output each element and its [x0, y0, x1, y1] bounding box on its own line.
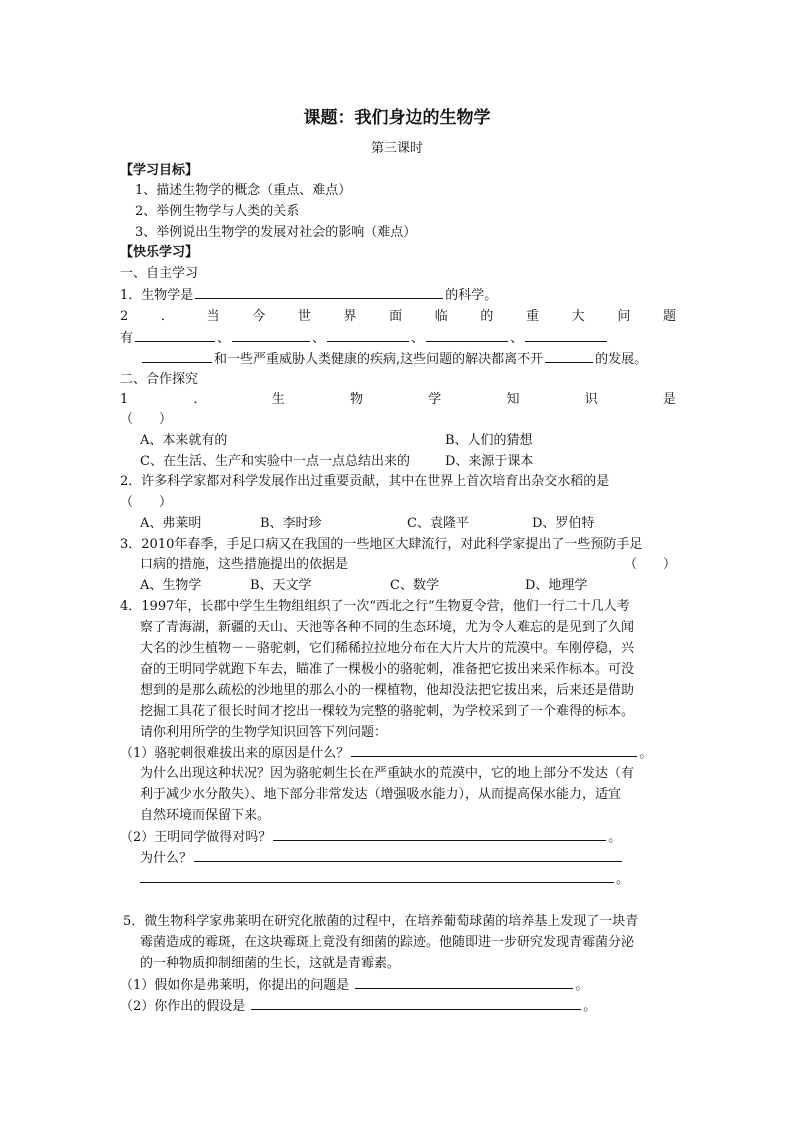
- question-text: 。: [639, 746, 653, 761]
- question-text: 的发展。: [595, 352, 648, 367]
- part1-heading: 一、自主学习: [120, 266, 199, 281]
- option-c[interactable]: C、袁隆平: [407, 516, 469, 531]
- option-a[interactable]: A、本来就有的: [140, 433, 228, 448]
- part2-q4-sub1-answer-line: 利于减少水分散失）、地下部分非常发达（增强吸水能力），从而提高保水能力，适宜: [140, 787, 622, 802]
- question-char: 当: [206, 309, 220, 324]
- question-char: ．: [160, 309, 174, 324]
- question-text: 。: [608, 830, 622, 845]
- option-a[interactable]: A、生物学: [140, 578, 202, 593]
- answer-blank[interactable]: [142, 348, 212, 363]
- option-d[interactable]: D、地理学: [525, 578, 588, 593]
- part2-heading: 二、合作探究: [120, 372, 199, 387]
- question-char: 的: [480, 309, 494, 324]
- part2-question-4-line: 奋的王明同学就跑下车去，瞄准了一棵极小的骆驼刺，准备把它拔出来采作标本。可没: [140, 662, 635, 677]
- question-text: 的科学。: [445, 288, 498, 303]
- question-text: （1）骆驼刺很难拔出来的原因是什么？: [120, 746, 350, 761]
- options-row: [140, 513, 676, 534]
- part1-question-1: [120, 284, 676, 306]
- option-c[interactable]: C、数学: [390, 578, 439, 593]
- part2-question-5-line: 5．微生物科学家弗莱明在研究化脓菌的过程中，在培养葡萄球菌的培养基上发现了一块青: [123, 914, 639, 929]
- answer-blank[interactable]: [545, 348, 593, 363]
- question-char: 1: [120, 392, 129, 407]
- answer-blank[interactable]: [327, 327, 409, 342]
- question-text: 。: [616, 872, 630, 887]
- question-text: 为什么？: [140, 851, 193, 866]
- lesson-number: 第三课时: [370, 141, 423, 156]
- answer-blank[interactable]: [232, 327, 310, 342]
- part2-q5-sub2: [120, 995, 676, 1017]
- option-a[interactable]: A、弗莱明: [140, 516, 202, 531]
- question-char: 生: [271, 392, 285, 407]
- page-title: 课题：我们身边的生物学: [303, 108, 491, 128]
- separator: 、: [312, 331, 326, 346]
- question-char: 知: [506, 392, 520, 407]
- question-text: （2）你作出的假设是: [120, 999, 246, 1014]
- option-b[interactable]: B、李时珍: [260, 516, 322, 531]
- question-text: 。: [575, 978, 589, 993]
- answer-blank[interactable]: [355, 974, 573, 989]
- part2-question-4-line: 大名的沙生植物－－骆驼刺，它们稀稀拉拉地分布在大片大片的荒漠中。车刚停稳，兴: [140, 641, 635, 656]
- happy-learning-heading: 【快乐学习】: [120, 245, 199, 260]
- question-char: 问: [617, 309, 631, 324]
- answer-blank[interactable]: [140, 868, 614, 883]
- separator: 、: [411, 331, 425, 346]
- question-char: 题: [662, 309, 676, 324]
- separator: 、: [510, 331, 524, 346]
- part2-question-1: [120, 389, 676, 410]
- question-char: 重: [526, 309, 540, 324]
- part2-question-5-line: 的一种物质抑制细菌的生长，这就是青霉素。: [140, 956, 401, 971]
- answer-paren[interactable]: （ ）: [120, 495, 173, 510]
- part2-q4-sub1-answer-line: 为什么出现这种状况？因为骆驼刺生长在严重缺水的荒漠中，它的地上部分不发达（有: [140, 766, 635, 781]
- option-d[interactable]: D、来源于课本: [445, 454, 534, 469]
- option-b[interactable]: B、人们的猜想: [445, 433, 533, 448]
- question-char: 物: [349, 392, 363, 407]
- question-char: 学: [428, 392, 442, 407]
- option-c[interactable]: C、在生活、生产和实验中一点一点总结出来的: [140, 454, 410, 469]
- part2-question-4-line: 4．1997年，长郡中学生生物组组织了一次“西北之行”生物夏令营，他们一行二十几人考: [120, 599, 630, 614]
- answer-blank[interactable]: [351, 742, 637, 757]
- question-text: 。: [583, 999, 597, 1014]
- question-char: 今: [252, 309, 266, 324]
- part2-question-3-line2: [140, 554, 676, 575]
- question-char: 大: [571, 309, 585, 324]
- question-text: 有: [120, 331, 134, 346]
- answer-blank[interactable]: [273, 826, 606, 841]
- part2-q4-sub2-line: [140, 868, 676, 890]
- part2-question-4-line: 察了青海湖，新疆的天山、天池等各种不同的生态环境，尤为令人难忘的是见到了久闻: [140, 620, 635, 635]
- answer-blank[interactable]: [251, 995, 581, 1010]
- question-text: （2）王明同学做得对吗？: [120, 830, 272, 845]
- answer-blank[interactable]: [426, 327, 508, 342]
- question-char: 是: [662, 392, 676, 407]
- answer-blank[interactable]: [194, 847, 622, 862]
- question-char: 临: [434, 309, 448, 324]
- goal-item-1: 1、描述生物学的概念（重点、难点）: [135, 183, 352, 198]
- goal-item-2: 2、举例生物学与人类的关系: [135, 204, 300, 219]
- goal-item-3: 3、举例说出生物学的发展对社会的影响（难点）: [135, 225, 417, 240]
- question-char: 世: [297, 309, 311, 324]
- part2-q4-sub2: [120, 826, 676, 848]
- option-d[interactable]: D、罗伯特: [532, 516, 595, 531]
- part1-question-2-line1: [120, 306, 676, 327]
- part2-question-4-line: 想到的是那么疏松的沙地里的那么小的一棵植物，他却没法把它拔出来，后来还是借助: [140, 683, 635, 698]
- option-b[interactable]: B、天文学: [250, 578, 312, 593]
- question-char: 界: [343, 309, 357, 324]
- part2-question-4-line: 请你利用所学的生物学知识回答下列问题：: [140, 725, 388, 740]
- question-text: 和一些严重威胁人类健康的疾病,这些问题的解决都离不开: [214, 352, 544, 367]
- part2-question-2: 2．许多科学家都对科学发展作出过重要贡献，其中在世界上首次培育出杂交水稻的是: [120, 474, 610, 489]
- question-text: 口病的措施，这些措施提出的依据是: [140, 557, 349, 572]
- part2-q4-sub1-answer-line: 自然环境而保留下来。: [140, 808, 271, 823]
- question-char: ．: [193, 392, 207, 407]
- part2-q5-sub1: [120, 974, 676, 996]
- goals-heading: 【学习目标】: [120, 163, 199, 178]
- options-row: [140, 430, 676, 451]
- part2-q4-sub2-why: [140, 847, 676, 869]
- question-text: 1．生物学是: [120, 288, 194, 303]
- part2-question-3-line1: 3．2010年春季，手足口病又在我国的一些地区大肆流行，对此科学家提出了一些预防手足: [120, 537, 643, 552]
- part1-question-2-line2: [120, 327, 676, 349]
- part2-q4-sub1: [120, 742, 676, 764]
- question-char: 2: [120, 309, 129, 324]
- answer-paren[interactable]: （ ）: [623, 557, 676, 572]
- part2-question-4-line: 挖掘工具花了很长时间才挖出一棵较为完整的骆驼刺，为学校采到了一个难得的标本。: [140, 704, 635, 719]
- answer-blank[interactable]: [195, 284, 443, 299]
- part1-question-2-line3: [120, 348, 676, 370]
- question-text: （1）假如你是弗莱明，你提出的问题是: [120, 978, 350, 993]
- question-char: 面: [389, 309, 403, 324]
- part2-question-5-line: 霉菌造成的霉斑，在这块霉斑上竟没有细菌的踪迹。他随即进一步研究发现青霉菌分泌: [140, 935, 635, 950]
- options-row: [140, 451, 676, 472]
- separator: 、: [217, 331, 231, 346]
- options-row: [140, 575, 676, 596]
- answer-paren[interactable]: （ ）: [120, 412, 173, 427]
- question-char: 识: [584, 392, 598, 407]
- answer-blank[interactable]: [135, 327, 215, 342]
- answer-blank[interactable]: [525, 327, 607, 342]
